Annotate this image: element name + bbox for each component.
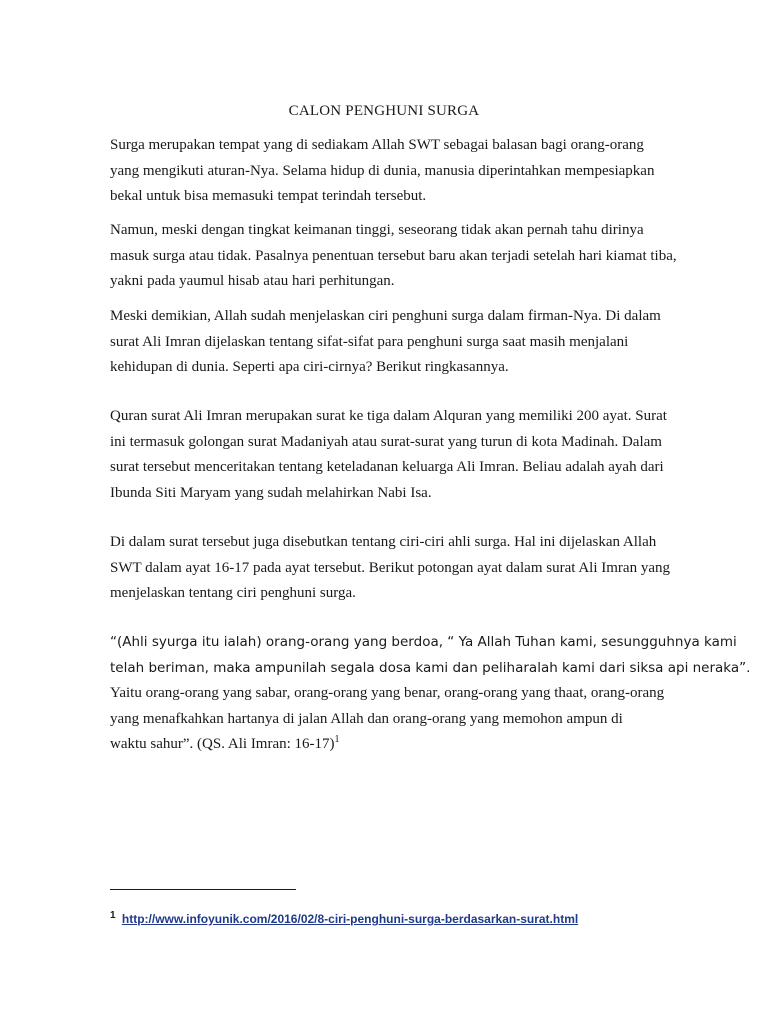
quote-line: yang menafkahkan hartanya di jalan Allah dan orang-orang yang memohon ampun di	[110, 710, 623, 727]
paragraph-line: Surga merupakan tempat yang di sediakam Allah SWT sebagai balasan bagi orang-orang	[110, 137, 644, 153]
paragraph-line: SWT dalam ayat 16-17 pada ayat tersebut. Berikut potongan ayat dalam surat Ali Imran yang	[110, 559, 670, 576]
paragraph-line: Di dalam surat tersebut juga disebutkan tentang ciri-ciri ahli surga. Hal ini dijelaskan Allah	[110, 534, 657, 550]
paragraph-2	[110, 218, 710, 295]
document-title: CALON PENGHUNI SURGA	[288, 103, 480, 119]
footnote-link[interactable]: http://www.infoyunik.com/2016/02/8-ciri-penghuni-surga-berdasarkan-surat.html	[121, 912, 579, 926]
paragraph-line: surat Ali Imran dijelaskan tentang sifat-sifat para penghuni surga saat masih menjalani	[110, 333, 629, 350]
paragraph-line: surat tersebut menceritakan tentang keteladanan keluarga Ali Imran. Beliau adalah ayah dari	[110, 459, 664, 475]
footnote-reference[interactable]: 1	[334, 734, 340, 745]
paragraph-line: Namun, meski dengan tingkat keimanan tinggi, seseorang tidak akan pernah tahu dirinya	[110, 222, 644, 238]
paragraph-line: yakni pada yaumul hisab atau hari perhitungan.	[110, 273, 395, 289]
paragraph-1	[110, 133, 710, 210]
quote-line: telah beriman, maka ampunilah segala dosa kami dan peliharalah kami dari siksa api neraka”.	[110, 659, 751, 676]
paragraph-line: Ibunda Siti Maryam yang sudah melahirkan Nabi Isa.	[110, 484, 432, 501]
paragraph-line: Meski demikian, Allah sudah menjelaskan ciri penghuni surga dalam firman-Nya. Di dalam	[110, 308, 661, 324]
paragraph-line: menjelaskan tentang ciri penghuni surga.	[110, 585, 356, 601]
quote-line: “(Ahli syurga itu ialah) orang-orang yang berdoa, “ Ya Allah Tuhan kami, sesungguhnya kami	[110, 634, 737, 650]
paragraph-line: ini termasuk golongan surat Madaniyah atau surat-surat yang turun di kota Madinah. Dalam	[110, 433, 662, 450]
paragraph-line: kehidupan di dunia. Seperti apa ciri-cirnya? Berikut ringkasannya.	[110, 359, 509, 375]
paragraph-line: Quran surat Ali Imran merupakan surat ke tiga dalam Alquran yang memiliki 200 ayat. Surat	[110, 408, 667, 424]
paragraph-4	[110, 404, 710, 506]
paragraph-line: yang mengikuti aturan-Nya. Selama hidup di dunia, manusia diperintahkan mempesiapkan	[110, 162, 655, 179]
footnote-number: 1	[110, 910, 116, 921]
quote-block	[110, 630, 751, 758]
paragraph-line: bekal untuk bisa memasuki tempat terindah tersebut.	[110, 188, 427, 204]
quote-text: waktu sahur”. (QS. Ali Imran: 16-17)	[110, 736, 335, 752]
paragraph-5	[110, 530, 710, 607]
footnote	[110, 912, 578, 926]
quote-line-last	[110, 732, 710, 758]
paragraph-3	[110, 304, 710, 381]
footnote-separator	[110, 889, 296, 890]
paragraph-line: masuk surga atau tidak. Pasalnya penentuan tersebut baru akan terjadi setelah hari kiamat tiba,	[110, 247, 677, 264]
quote-line: Yaitu orang-orang yang sabar, orang-orang yang benar, orang-orang yang thaat, orang-orang	[110, 685, 665, 701]
